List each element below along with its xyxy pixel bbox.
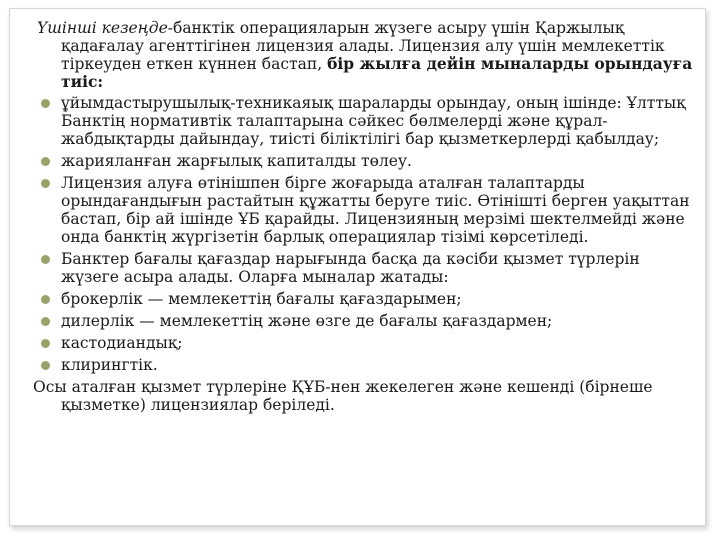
list-item-text: клирингтік. xyxy=(61,356,158,374)
list-item-text: жарияланған жарғылық капиталды төлеу. xyxy=(61,152,412,170)
list-item xyxy=(33,290,693,308)
closing-paragraph: Осы аталған қызмет түрлеріне ҚҰБ-нен жекелеген және кешенді (бірнеше қызметке) лицензиялар беріледі. xyxy=(33,378,653,414)
bullet-icon xyxy=(41,255,50,264)
list-item xyxy=(33,356,693,374)
intro-text: -банктік операцияларын жүзеге асыру үшін Қаржылық қадағалау агенттігінен лицензия алады. Лицензия алу үшін мемлекеттік тіркеуден еткен күннен бастап, xyxy=(61,19,665,73)
list-item xyxy=(33,174,693,246)
list-item-text: кастодиандық; xyxy=(61,334,183,352)
bullet-icon xyxy=(41,317,50,326)
list-item xyxy=(33,334,693,352)
list-item xyxy=(33,152,693,170)
list-item-text: брокерлік — мемлекеттің бағалы қағаздарымен; xyxy=(61,290,462,308)
intro-lead: Үшінші кезеңде xyxy=(37,19,168,37)
intro-bold-text: бір жылға дейін мыналарды орындауға тиіс: xyxy=(61,54,693,91)
bullet-icon xyxy=(41,157,50,166)
list-item xyxy=(33,94,693,148)
bullet-icon xyxy=(41,339,50,348)
bullet-icon xyxy=(41,361,50,370)
slide-content xyxy=(33,19,693,414)
list-item-text: дилерлік — мемлекеттің және өзге де бағалы қағаздармен; xyxy=(61,312,553,330)
list-item xyxy=(33,250,693,286)
intro-paragraph xyxy=(33,19,693,91)
list-item-text: Банктер бағалы қағаздар нарығында басқа да кәсіби қызмет түрлерін жүзеге асыра алады. Оларға мыналар жатады: xyxy=(61,250,640,286)
bullet-icon xyxy=(41,295,50,304)
bullet-icon xyxy=(41,179,50,188)
list-item-text: ұйымдастырушылық-техникаяық шараларды орындау, оның ішінде: Ұлттық Банктің нормативтік талаптарына сәйкес бөлмелерді және құрал-жабдықтарды дайындау, тиісті біліктілігі бар қызметкерлерді қабылдау; xyxy=(61,94,686,148)
bullet-icon xyxy=(41,99,50,108)
list-item xyxy=(33,312,693,330)
list-item-text: Лицензия алуға өтінішпен бірге жоғарыда аталған талаптарды орындағандығын растайтын құжатты беруге тиіс. Өтінішті берген уақыттан бастап, бір ай ішінде ҰБ қарайды. Лицензияның мерзімі шектелмейді және онда банктің жүргізетін барлық операциялар тізімі көрсетіледі. xyxy=(61,174,690,246)
